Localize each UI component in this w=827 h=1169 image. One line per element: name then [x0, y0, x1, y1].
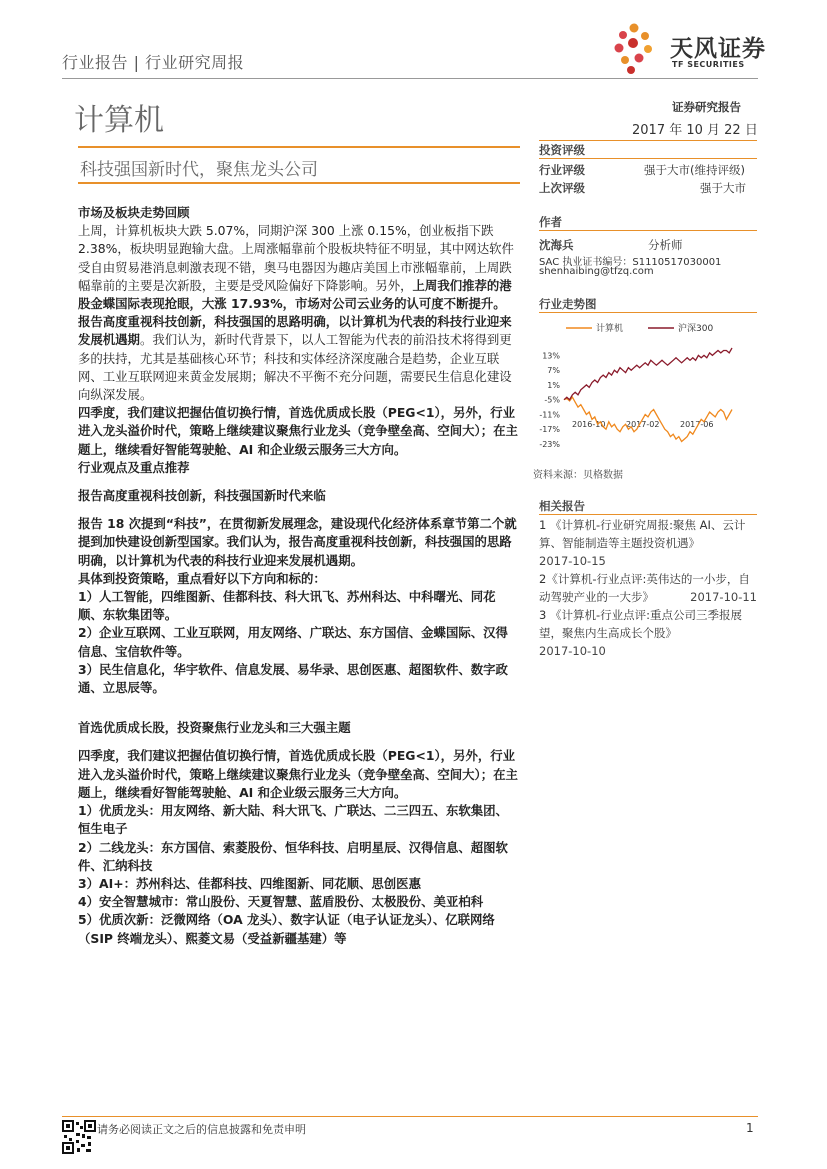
section-title: 市场及板块走势回顾 — [78, 205, 190, 220]
sidebar-divider — [539, 140, 757, 141]
y-tick-label: -23% — [539, 440, 560, 449]
related-report-link[interactable]: 1 《计算机-行业研究周报:聚焦 AI、云计算、智能制造等主题投资机遇》 — [539, 518, 746, 550]
paragraph: 报告 18 次提到“科技”，在贯彻新发展理念，建设现代化经济体系章节第二个就提到加快建设创新型国家。我们认为，报告高度重视科技创新，科技强国的思路明确，以计算机为代表的科技行业迎来发展机遇期。 — [78, 516, 517, 568]
trend-chart — [536, 316, 758, 456]
sidebar-divider — [539, 514, 757, 515]
report-type: 证券研究报告 — [672, 100, 741, 114]
series-line — [564, 348, 732, 400]
list-item: 5）优质次新：泛微网络（OA 龙头）、数字认证（电子认证龙头）、亿联网络（SIP 终端龙头）、熙菱文易（受益新疆基建）等 — [78, 912, 495, 946]
section-title: 报告高度重视科技创新，科技强国新时代来临 — [78, 488, 326, 504]
author-name: 沈海兵 — [539, 238, 574, 252]
list-item: 1）优质龙头：用友网络、新大陆、科大讯飞、广联达、二三四五、东软集团、恒生电子 — [78, 803, 508, 837]
list-item: 2）二线龙头：东方国信、索菱股份、恒华科技、启明星辰、汉得信息、超图软件、汇纳科技 — [78, 839, 508, 873]
paragraph: 四季度，我们建议把握估值切换行情，首选优质成长股（PEG<1），另外，行业进入龙头溢价时代，策略上继续建议聚焦行业龙头（竞争壁垒高、空间大）；在主题上，继续看好智能驾驶舱、AI 和企业级云服务三大方向。 — [78, 748, 518, 800]
y-tick-label: 7% — [547, 366, 560, 376]
x-tick-label: 2017-02 — [626, 420, 660, 429]
x-tick-label: 2017-06 — [680, 420, 714, 429]
title-divider-top — [78, 146, 520, 148]
related-title: 相关报告 — [539, 499, 585, 513]
industry-rating-value: 强于大市(维持评级) — [644, 163, 745, 177]
rating-title: 投资评级 — [539, 143, 585, 157]
logo-name-en: TF SECURITIES — [672, 60, 745, 69]
author-cert: SAC 执业证书编号：S1110517030001 — [539, 257, 722, 268]
related-report-link[interactable]: 3 《计算机-行业点评:重点公司三季报展望，聚焦内生高成长个股》 — [539, 608, 742, 640]
header-divider — [62, 78, 758, 79]
text: 。我们认为，新时代背景下，以人工智能为代表的前沿技术将得到更多的扶持，尤其是基础核心环节；科技和实体经济深度融合是趋势，企业互联网、工业互联网迎来黄金发展期；解决不平衡不充分问题，需要民生信息化建设向纵深发展。 — [78, 332, 512, 403]
sidebar-divider — [539, 230, 757, 231]
legend-label: 沪深300 — [678, 324, 714, 334]
last-rating-label: 上次评级 — [539, 181, 585, 195]
y-tick-label: -5% — [544, 395, 560, 405]
logo-petal — [635, 54, 644, 63]
author-title: 作者 — [539, 215, 562, 229]
industry-title: 计算机 — [74, 103, 164, 138]
author-role: 分析师 — [648, 238, 683, 252]
legend-label: 计算机 — [596, 324, 624, 334]
logo-petal — [627, 66, 635, 74]
report-date: 2017 年 10 月 22 日 — [632, 123, 758, 138]
logo-petal — [644, 45, 652, 53]
x-tick-label: 2016-10 — [572, 420, 606, 429]
spacer — [78, 505, 518, 515]
logo-petal — [615, 44, 624, 53]
related-report-date: 2017-10-15 — [539, 554, 606, 568]
main-body — [78, 204, 518, 948]
logo-petal — [628, 38, 638, 48]
logo-petal — [641, 32, 649, 40]
logo-name-cn: 天风证券 — [670, 36, 766, 62]
author-email[interactable]: shenhaibing@tfzq.com — [539, 266, 654, 277]
related-report-date: 2017-10-11 — [690, 590, 757, 604]
list-item: 2）企业互联网、工业互联网，用友网络、广联达、东方国信、金蝶国际、汉得信息、宝信软件等。 — [78, 625, 508, 659]
bold-text: 报告高度重视科技创新，科技强国的思路明确，以计算机为代表的科技行业迎来发展机遇期 — [78, 314, 512, 348]
paragraph: 四季度，我们建议把握估值切换行情，首选优质成长股（PEG<1），另外，行业进入龙头溢价时代，策略上继续建议聚焦行业龙头（竞争壁垒高、空间大）；在主题上，继续看好智能驾驶舱、AI 和企业级云服务三大方向。 — [78, 405, 518, 457]
section-title: 行业观点及重点推荐 — [78, 459, 190, 475]
y-tick-label: 13% — [542, 351, 560, 361]
paragraph: 具体到投资策略，重点看好以下方向和标的： — [78, 570, 326, 586]
logo-petal — [630, 24, 639, 33]
y-tick-label: -17% — [539, 425, 560, 435]
chart-source: 资料来源：贝格数据 — [533, 470, 623, 481]
spacer — [78, 697, 518, 719]
paragraph — [78, 222, 518, 313]
related-reports-list — [539, 516, 757, 660]
text: 上周，计算机板块大跌 5.07%，同期沪深 300 上涨 0.15%，创业板指下跌 2.38%，板块明显跑输大盘。上周涨幅靠前个股板块特征不明显，其中网达软件受自由贸易港消息刺激表现不错，奥马电器因为趣店美国上市涨幅靠前，上周跌幅靠前的主要是次新股，主要是受风险偏好下降影响。另外， — [78, 223, 514, 293]
last-rating-value: 强于大市 — [700, 181, 746, 195]
paragraph — [78, 313, 518, 404]
logo-petal — [621, 56, 629, 64]
industry-rating-label: 行业评级 — [539, 163, 585, 177]
list-item: 1）人工智能，四维图新、佳都科技、科大讯飞、苏州科达、中科曙光、同花顺、东软集团等。 — [78, 589, 496, 623]
sidebar-divider — [539, 158, 757, 159]
footer-divider — [62, 1116, 758, 1117]
y-tick-label: -11% — [539, 410, 560, 420]
disclaimer: 请务必阅读正文之后的信息披露和免责申明 — [97, 1123, 306, 1136]
related-report-date: 2017-10-10 — [539, 644, 606, 658]
spacer — [78, 737, 518, 747]
sidebar-divider — [539, 312, 757, 313]
qr-code-icon — [62, 1120, 96, 1154]
report-category: 行业报告 | 行业研究周报 — [62, 53, 245, 72]
spacer — [78, 477, 518, 487]
logo-petal — [619, 31, 627, 39]
page-number: 1 — [746, 1121, 754, 1135]
list-item: 4）安全智慧城市：常山股份、天夏智慧、蓝盾股份、太极股份、美亚柏科 — [78, 894, 484, 910]
list-item: 3）民生信息化，华宇软件、信息发展、易华录、思创医惠、超图软件、数字政通、立思辰等。 — [78, 661, 508, 696]
related-report-link[interactable]: 2《计算机-行业点评:英伟达的一小步，自动驾驶产业的一大步》 — [539, 572, 750, 604]
bold-text: 上周我们推荐的港股金蝶国际表现抢眼，大涨 17.93%，市场对公司云业务的认可度不断提升。 — [78, 277, 512, 312]
section-title: 首选优质成长股，投资聚焦行业龙头和三大强主题 — [78, 720, 351, 736]
chart-title: 行业走势图 — [539, 297, 597, 311]
list-item: 3）AI+：苏州科达、佳都科技、四维图新、同花顺、思创医惠 — [78, 875, 421, 891]
title-divider-bottom — [78, 182, 520, 184]
y-tick-label: 1% — [547, 380, 560, 390]
report-subtitle: 科技强国新时代，聚焦龙头公司 — [80, 160, 318, 180]
